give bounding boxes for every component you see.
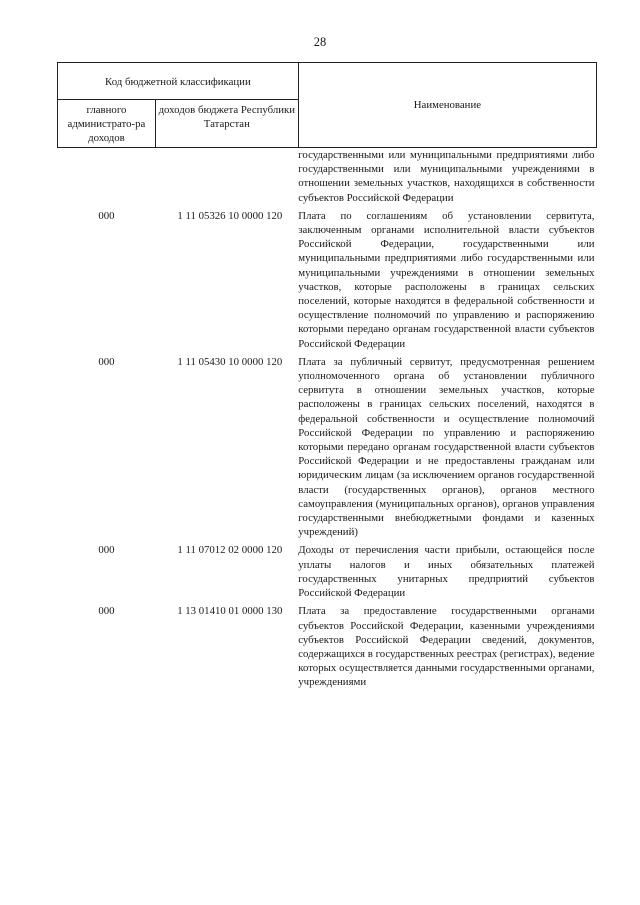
table-row	[58, 600, 597, 689]
admin-code: 000	[98, 355, 115, 368]
table-row	[58, 539, 597, 600]
income-code: 1 11 05326 10 0000 120	[177, 209, 283, 222]
row-description: Доходы от перечисления части прибыли, остающейся после уплаты налогов и иных обязательных платежей государственных унитарных предприятий субъектов Российской Федерации	[298, 544, 595, 600]
admin-code: 000	[98, 209, 115, 222]
income-code: 1 11 07012 02 0000 120	[177, 544, 283, 557]
header-income-code: доходов бюджета Республики Татарстан	[155, 100, 298, 148]
row-description: Плата за предоставление государственными органами субъектов Российской Федерации, казенными учреждениями субъектов Российской Федерации сведений, документов, содержащихся в государственных реестрах (регистрах), ведение которых осуществляется данными государственными органами, учреждениями	[298, 605, 595, 689]
budget-classification-table	[57, 62, 597, 690]
income-code	[155, 148, 298, 205]
header-admin-code: главного администрато-ра доходов	[58, 100, 156, 148]
table-row	[58, 205, 597, 351]
income-code: 1 13 01410 01 0000 130	[177, 605, 283, 618]
header-name: Наименование	[298, 63, 596, 148]
page-number: 28	[313, 35, 327, 49]
row-description: государственными или муниципальными предприятиями либо государственными или муниципальными учреждениями в отношении земельных участков, находящихся в собственности субъектов Российской Федерации	[298, 149, 595, 204]
admin-code: 000	[98, 544, 115, 557]
admin-code	[58, 148, 156, 205]
row-description: Плата за публичный сервитут, предусмотренная решением уполномоченного органа об установлении публичного сервитута в отношении земельных участков, которые расположены в границах сельских поселений, находятся в федеральной собственности и осуществление полномочий Российской Федерации по управлению и распоряжению которыми передано органам государственной власти субъектов Российской Федерации и не предоставлены гражданам или юридическим лицам (за исключением органов государственной власти (государственных органов), органов местного самоуправления (муниципальных органов), органов управления государственными внебюджетными фондами и казенных учреждений)	[298, 355, 595, 539]
income-code: 1 11 05430 10 0000 120	[177, 355, 283, 368]
admin-code: 000	[98, 605, 115, 618]
table-row	[58, 351, 597, 540]
table-row	[58, 148, 597, 205]
header-budget-code: Код бюджетной классификации	[58, 63, 299, 100]
row-description: Плата по соглашениям об установлении сервитута, заключенным органами исполнительной власти субъектов Российской Федерации, государственными или муниципальными предприятиями либо государственными или муниципальными учреждениями в отношении земельных участков, которые расположены в границах сельских поселений, которые находятся в федеральной собственности и осуществление полномочий по управлению и распоряжению которыми передано органам государственной власти субъектов Российской Федерации	[298, 209, 595, 350]
